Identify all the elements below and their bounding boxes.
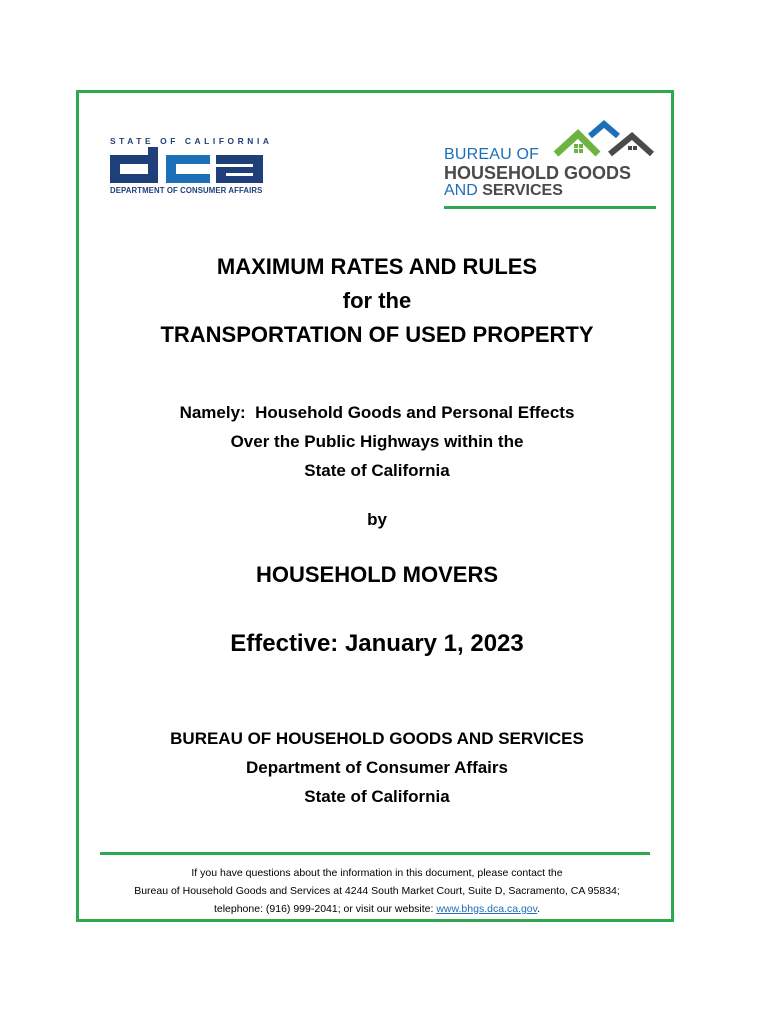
bhgs-logo: [444, 120, 658, 212]
document-subtitle: [80, 398, 674, 485]
bhgs-line1: BUREAU OF: [444, 146, 540, 163]
dca-mark-logo: [110, 147, 263, 183]
footer-line-1: If you have questions about the information in this document, please contact the: [191, 867, 563, 879]
dca-logo: [110, 136, 273, 198]
footer-line-2: Bureau of Household Goods and Services at 4244 South Market Court, Suite D, Sacramento, CA 95834;: [134, 885, 620, 897]
bureau-line-3: State of California: [304, 787, 450, 806]
footer-period: .: [537, 903, 541, 915]
bhgs-line3: [444, 182, 563, 200]
footer-divider: [100, 852, 650, 855]
footer-line-3: [80, 900, 674, 918]
bureau-line-2: Department of Consumer Affairs: [246, 758, 508, 777]
subtitle-line-1: Namely: Household Goods and Personal Effects: [179, 403, 575, 422]
subtitle-line-2: Over the Public Highways within the: [230, 432, 524, 451]
website-link[interactable]: www.bhgs.dca.ca.gov: [436, 903, 538, 915]
bhgs-underline: [444, 206, 656, 209]
bhgs-services: SERVICES: [482, 182, 563, 199]
dca-department-text: DEPARTMENT OF CONSUMER AFFAIRS: [110, 186, 263, 195]
subtitle-line-3: State of California: [304, 461, 450, 480]
footer-contact: [80, 864, 674, 918]
title-line-1: MAXIMUM RATES AND RULES: [216, 254, 538, 279]
document-title: [80, 250, 674, 352]
dca-state-text: STATE OF CALIFORNIA: [110, 136, 273, 146]
title-line-3: TRANSPORTATION OF USED PROPERTY: [160, 322, 594, 347]
bhgs-line2: HOUSEHOLD GOODS: [444, 163, 632, 183]
footer-telephone: telephone: (916) 999-2041; or visit our website:: [213, 903, 437, 915]
bureau-line-1: BUREAU OF HOUSEHOLD GOODS AND SERVICES: [170, 729, 584, 748]
by-text: by: [367, 510, 387, 529]
bureau-block: [80, 724, 674, 811]
movers-heading: HOUSEHOLD MOVERS: [255, 562, 499, 587]
houses-icon: [554, 120, 654, 162]
bhgs-and: AND: [444, 182, 478, 199]
effective-date: Effective: January 1, 2023: [230, 630, 524, 657]
title-line-2: for the: [342, 288, 412, 313]
